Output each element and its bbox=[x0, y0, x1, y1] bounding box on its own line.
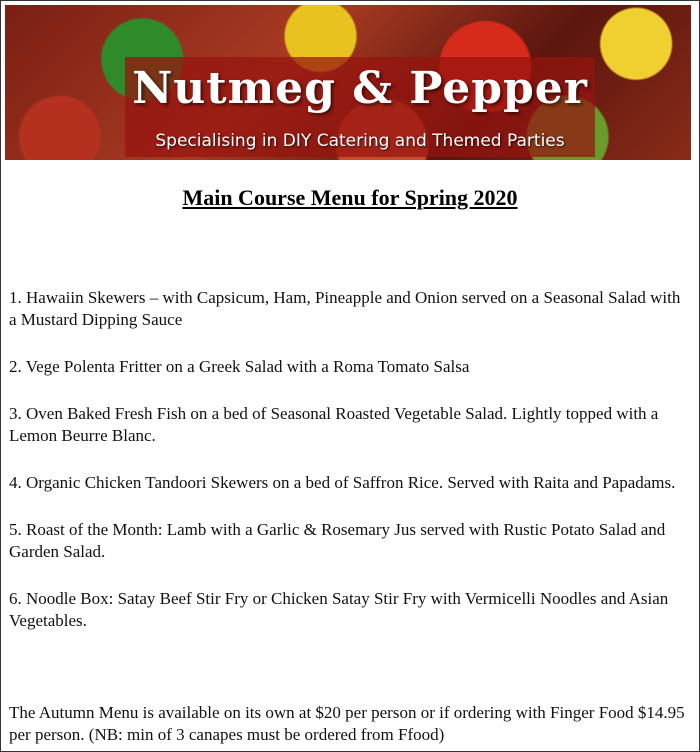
menu-item: 4. Organic Chicken Tandoori Skewers on a bed of Saffron Rice. Served with Raita and Papadams. bbox=[9, 473, 676, 492]
brand-tagline: Specialising in DIY Catering and Themed Parties bbox=[155, 131, 565, 151]
menu-title: Main Course Menu for Spring 2020 bbox=[182, 185, 518, 210]
menu-item: 1. Hawaiin Skewers – with Capsicum, Ham, Pineapple and Onion served on a Seasonal Salad with a Mustard Dipping Sauce bbox=[9, 288, 681, 329]
menu-item: 3. Oven Baked Fresh Fish on a bed of Seasonal Roasted Vegetable Salad. Lightly topped with a Lemon Beurre Blanc. bbox=[9, 404, 659, 445]
menu-item: 5. Roast of the Month: Lamb with a Garlic & Rosemary Jus served with Rustic Potato Salad and Garden Salad. bbox=[9, 520, 666, 561]
menu-item-list bbox=[9, 287, 691, 657]
brand-name: Nutmeg & Pepper bbox=[132, 63, 588, 114]
header-banner-image bbox=[5, 5, 691, 160]
menu-item: 6. Noodle Box: Satay Beef Stir Fry or Chicken Satay Stir Fry with Vermicelli Noodles and Asian Vegetables. bbox=[9, 589, 669, 630]
menu-item: 2. Vege Polenta Fritter on a Greek Salad with a Roma Tomato Salsa bbox=[9, 357, 470, 376]
pricing-note: The Autumn Menu is available on its own at $20 per person or if ordering with Finger Food $14.95 per person. (NB: min of 3 canapes must be ordered from Ffood) bbox=[9, 703, 685, 744]
